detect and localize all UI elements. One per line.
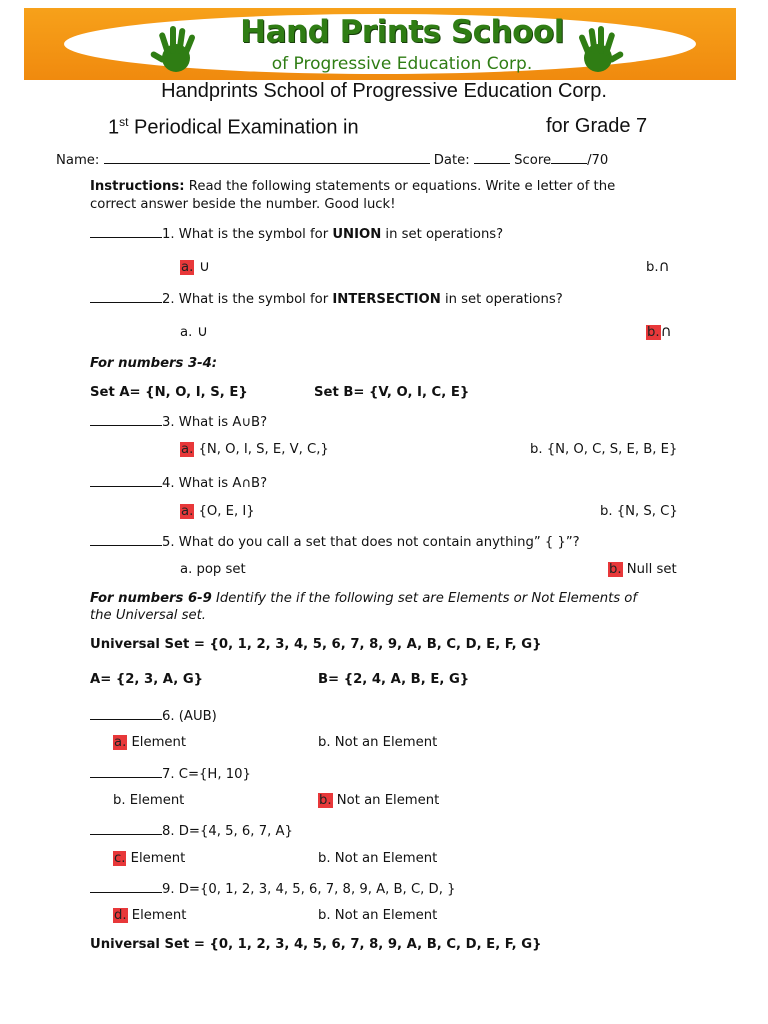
set-a-69: A= {2, 3, A, G} — [90, 672, 204, 687]
question-6: 6. (AUB) — [90, 707, 217, 725]
answer-blank-5[interactable] — [90, 533, 162, 546]
q1-option-b: b.∩ — [646, 257, 670, 275]
q9-option-b: b. Not an Element — [318, 908, 438, 923]
name-date-score-line: Name: Date: Score /70 — [56, 153, 609, 168]
q4-option-b: b. {N, S, C} — [600, 504, 678, 519]
set-b-definition: Set B= {V, O, I, C, E} — [314, 385, 470, 400]
date-blank[interactable] — [474, 151, 510, 164]
set-a-definition: Set A= {N, O, I, S, E} — [90, 385, 248, 400]
question-4: 4. What is A∩B? — [90, 474, 267, 492]
answer-blank-2[interactable] — [90, 290, 162, 303]
answer-blank-8[interactable] — [90, 822, 162, 835]
answer-blank-7[interactable] — [90, 765, 162, 778]
school-banner — [24, 8, 736, 80]
school-name-heading: Handprints School of Progressive Education Corp. — [161, 80, 607, 102]
banner-title: Hand Prints School — [240, 14, 564, 50]
q4-option-a: a. {O, E, I} — [181, 504, 255, 519]
q6-option-b: b. Not an Element — [318, 735, 438, 750]
question-8: 8. D={4, 5, 6, 7, A} — [90, 822, 293, 840]
question-5: 5. What do you call a set that does not contain anything” { }”? — [90, 533, 580, 551]
q5-option-a: a. pop set — [180, 562, 246, 577]
answer-blank-9[interactable] — [90, 880, 162, 893]
question-9: 9. D={0, 1, 2, 3, 4, 5, 6, 7, 8, 9, A, B, C, D, } — [90, 880, 455, 898]
redacted-subject — [396, 116, 546, 146]
q7-option-b: b. Not an Element — [319, 793, 440, 808]
universal-set: Universal Set = {0, 1, 2, 3, 4, 5, 6, 7, 8, 9, A, B, C, D, E, F, G} — [90, 637, 542, 652]
exam-grade: for Grade 7 — [546, 115, 648, 137]
q7-option-a: b. Element — [113, 793, 185, 808]
q1-option-a: a. ∪ — [181, 257, 211, 275]
question-1: 1. What is the symbol for UNION in set operations? — [90, 225, 503, 243]
instructions-line1: Instructions: Read the following statements or equations. Write e letter of the — [90, 179, 616, 194]
name-blank[interactable] — [104, 151, 430, 164]
q2-option-b: b.∩ — [647, 322, 672, 340]
set-b-69: B= {2, 4, A, B, E, G} — [318, 672, 470, 687]
universal-set-footer: Universal Set = {0, 1, 2, 3, 4, 5, 6, 7, 8, 9, A, B, C, D, E, F, G} — [90, 937, 542, 952]
handprint-right-icon — [568, 20, 628, 80]
answer-blank-3[interactable] — [90, 413, 162, 426]
answer-blank-6[interactable] — [90, 707, 162, 720]
q3-option-b: b. {N, O, C, S, E, B, E} — [530, 442, 678, 457]
exam-title: 1st Periodical Examination in — [108, 115, 359, 139]
answer-blank-1[interactable] — [90, 225, 162, 238]
question-3: 3. What is A∪B? — [90, 413, 267, 431]
q8-option-a: c. Element — [114, 851, 186, 866]
handprint-left-icon — [146, 20, 206, 80]
banner-subtitle: of Progressive Education Corp. — [271, 54, 533, 74]
q2-option-a: a. ∪ — [180, 322, 209, 340]
section-6-9-heading: For numbers 6-9 Identify the if the following set are Elements or Not Elements of — [90, 591, 638, 606]
question-7: 7. C={H, 10} — [90, 765, 251, 783]
question-2: 2. What is the symbol for INTERSECTION in set operations? — [90, 290, 563, 308]
q6-option-a: a. Element — [114, 735, 187, 750]
section-6-9-heading-line2: the Universal set. — [90, 608, 207, 623]
section-3-4-heading: For numbers 3-4: — [90, 356, 218, 371]
q9-option-a: d. Element — [114, 908, 187, 923]
q3-option-a: a. {N, O, I, S, E, V, C,} — [181, 442, 329, 457]
instructions-line2: correct answer beside the number. Good luck! — [90, 197, 396, 212]
q5-option-b: b. Null set — [609, 562, 677, 577]
q8-option-b: b. Not an Element — [318, 851, 438, 866]
score-blank[interactable] — [551, 151, 587, 164]
answer-blank-4[interactable] — [90, 474, 162, 487]
